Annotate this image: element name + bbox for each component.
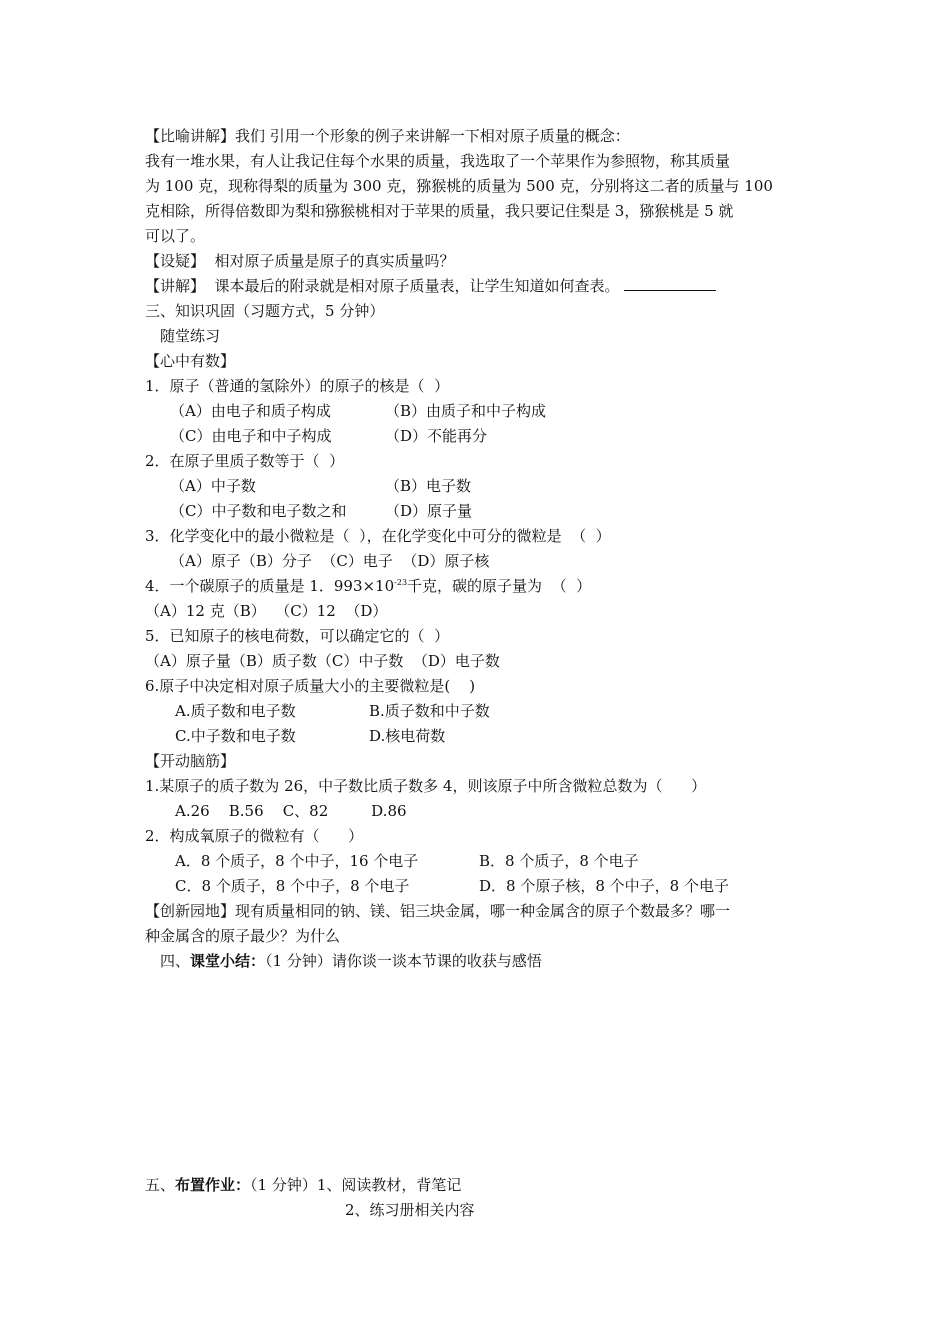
brain-q2-stem: 2．构成氧原子的微粒有（ ）	[145, 827, 364, 845]
practice-label: 随堂练习	[160, 327, 221, 345]
q4-stem-post: 千克，碳的原子量为 （ ）	[407, 577, 592, 595]
innovation-line-1: 【创新园地】现有质量相同的钠、镁、铝三块金属，哪一种金属含的原子个数最多？哪一	[145, 902, 731, 920]
analogy-line-3: 为 100 克，现称得梨的质量为 300 克，猕猴桃的质量为 500 克，分别将这二者的质量与 100	[145, 177, 773, 195]
analogy-line-2: 我有一堆水果，有人让我记住每个水果的质量，我选取了一个苹果作为参照物，称其质量	[145, 152, 731, 170]
q6-option-b: B.质子数和中子数	[369, 702, 490, 720]
heart-count-heading: 【心中有数】	[145, 352, 236, 370]
q6-option-c: C.中子数和电子数	[175, 727, 296, 745]
section-5-title	[145, 1175, 461, 1195]
q2-option-d: （D）原子量	[385, 502, 473, 520]
q2-option-c: （C）中子数和电子数之和	[170, 502, 347, 520]
section-4-prefix: 四、	[160, 952, 191, 970]
q2-stem: 2．在原子里质子数等于（ ）	[145, 452, 345, 470]
q3-options: （A）原子（B）分子 （C）电子 （D）原子核	[170, 552, 490, 570]
section-4-bold: 课堂小结：	[190, 952, 266, 970]
innovation-line-2: 种金属含的原子最少？为什么	[145, 927, 341, 945]
q1-option-a: （A）由电子和质子构成	[170, 402, 331, 420]
q4-stem	[145, 576, 591, 596]
q6-option-a: A.质子数和电子数	[175, 702, 296, 720]
brain-q2-option-a: A．8 个质子，8 个中子，16 个电子	[175, 852, 419, 870]
section-3-title: 三、知识巩固（习题方式，5 分钟）	[145, 302, 385, 320]
q4-exponent: -23	[394, 578, 408, 587]
analogy-line-4: 克相除，所得倍数即为梨和猕猴桃相对于苹果的质量，我只要记住梨是 3，猕猴桃是 5 就	[145, 202, 734, 220]
q5-options: （A）原子量（B）质子数（C）中子数 （D）电子数	[145, 652, 500, 670]
section-5-prefix: 五、	[145, 1176, 176, 1194]
brain-q2-option-d: D．8 个原子核，8 个中子，8 个电子	[479, 877, 729, 895]
q1-stem: 1．原子（普通的氢除外）的原子的核是（ ）	[145, 377, 450, 395]
brain-heading: 【开动脑筋】	[145, 752, 236, 770]
section-4-rest: （1 分钟）请你谈一谈本节课的收获与感悟	[265, 952, 542, 970]
analogy-line-5: 可以了。	[145, 227, 206, 245]
section-4-title	[160, 951, 542, 971]
brain-q1-stem: 1.某原子的质子数为 26，中子数比质子数多 4，则该原子中所含微粒总数为（ ）	[145, 777, 707, 795]
brain-q2-option-b: B．8 个质子，8 个电子	[479, 852, 639, 870]
q2-option-b: （B）电子数	[385, 477, 472, 495]
brain-q1-options: A.26 B.56 C、82 D.86	[175, 802, 407, 820]
section-5-rest: （1 分钟）1、阅读教材，背笔记	[250, 1176, 462, 1194]
q1-option-c: （C）由电子和中子构成	[170, 427, 332, 445]
q5-stem: 5．已知原子的核电荷数，可以确定它的（ ）	[145, 627, 450, 645]
q1-option-b: （B）由质子和中子构成	[385, 402, 547, 420]
q4-options: （A）12 克（B） （C）12 （D）	[145, 602, 388, 620]
brain-q2-option-c: C．8 个质子，8 个中子，8 个电子	[175, 877, 410, 895]
q6-option-d: D.核电荷数	[369, 727, 446, 745]
section-5-bold: 布置作业：	[175, 1176, 251, 1194]
q4-stem-pre: 4．一个碳原子的质量是 1．993×10	[145, 577, 395, 595]
explain-line	[145, 276, 716, 296]
question-line: 【设疑】 相对原子质量是原子的真实质量吗？	[145, 252, 455, 270]
explain-text: 【讲解】 课本最后的附录就是相对原子质量表，让学生知道如何查表。	[145, 277, 620, 295]
analogy-line-1: 【比喻讲解】我们 引用一个形象的例子来讲解一下相对原子质量的概念：	[145, 127, 630, 145]
q1-option-d: （D）不能再分	[385, 427, 488, 445]
q2-option-a: （A）中子数	[170, 477, 256, 495]
q3-stem: 3．化学变化中的最小微粒是（ ），在化学变化中可分的微粒是 （ ）	[145, 527, 611, 545]
q6-stem: 6.原子中决定相对原子质量大小的主要微粒是( )	[145, 677, 476, 695]
section-5-line-2: 2、练习册相关内容	[345, 1201, 475, 1219]
answer-blank	[624, 276, 716, 291]
